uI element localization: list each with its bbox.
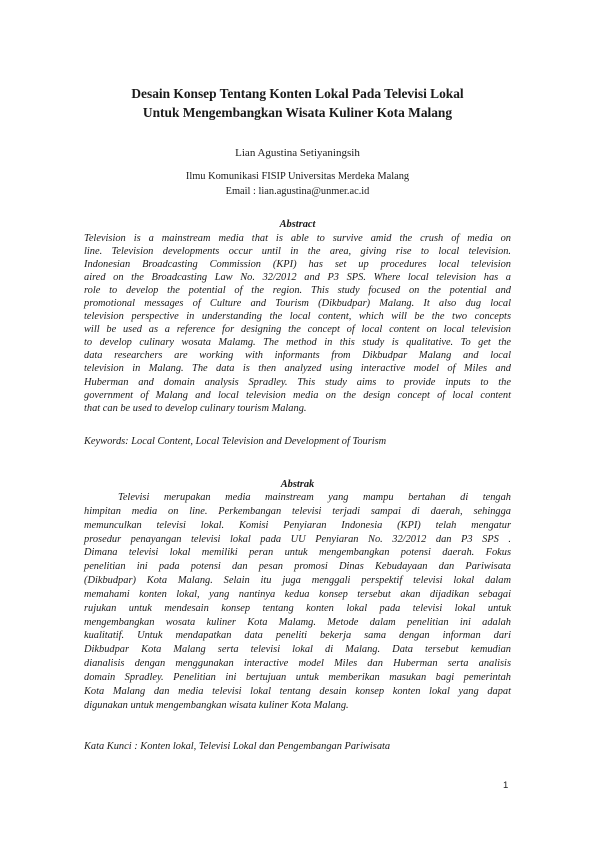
abstract-line: line. Television developments occur until in the area, giving rise to local television. [84, 246, 511, 258]
abstract-line: television in Malang. The data is then analyzed using interactive model of Miles and [84, 363, 511, 375]
abstrak-line: Dimana televisi lokal memiliki peran untuk mengembangkan potensi daerah. Fokus [84, 547, 511, 559]
author-affiliation-block [60, 170, 535, 199]
abstrak-line: prosedur penayangan televisi lokal pada UU Penyiaran No. 32/2012 dan P3 SPS . [84, 533, 511, 545]
abstract-line: Indonesian Broadcasting Commission (KPI) has set up procedures local television [84, 259, 511, 271]
author-email: Email : lian.agustina@unmer.ac.id [225, 185, 370, 197]
abstract-english [84, 232, 511, 415]
abstrak-heading: Abstrak [280, 479, 315, 490]
title-line-1: Desain Konsep Tentang Konten Lokal Pada Televisi Lokal [131, 86, 464, 101]
abstrak-line: domain Spradley. Penelitian ini bertujuan untuk memberikan masukan bagi pemerintah [84, 671, 511, 683]
abstrak-line: kualitatif. Untuk mendapatkan data peneliti bekerja sama dengan informan dari [84, 630, 511, 642]
abstract-line: government of Malang and local television media on the design concept of local content [84, 389, 511, 401]
abstrak-line: Kota Malang dan media televisi lokal tentang desain konsep konten lokal yang dapat [84, 685, 511, 697]
abstrak-line: digunakan untuk mengembangkan wisata kuliner Kota Malang. [84, 699, 349, 711]
abstrak-line: dianalisis dengan menggunakan interactive model Miles dan Huberman serta analisis [84, 658, 511, 670]
abstrak-line: Dikbudpar Kota Malang serta televisi lokal di Malang. Data tersebut kemudian [84, 644, 511, 656]
title-line-2: Untuk Mengembangkan Wisata Kuliner Kota Malang [142, 105, 453, 120]
keywords-english: Keywords: Local Content, Local Television and Development of Tourism [84, 436, 387, 447]
author-name: Lian Agustina Setiyaningsih [235, 147, 360, 159]
abstrak-line: memahami konten lokal, yang nantinya kedua konsep tersebut akan dijadikan sebagai [84, 588, 511, 600]
abstract-line: aired on the Broadcasting Law No. 32/2012 and P3 SPS. Where local television has a [84, 272, 511, 284]
abstract-indonesian [84, 491, 511, 713]
abstract-line: television perspective in understanding the local content, which will be the two concepts [84, 311, 511, 323]
abstrak-line: (Dikbudpar) Kota Malang. Selain itu juga menggali perspektif televisi lokal dalam [84, 575, 511, 587]
abstract-line: role to develop the potential of the region. This study focused on the potential and [84, 285, 511, 297]
abstrak-line: memunculkan televisi lokal. Komisi Penyiaran Indonesia (KPI) telah mengatur [84, 519, 511, 531]
abstract-line: will be used as a reference for designing the concept of local content on local television [84, 324, 511, 336]
abstract-line: to develop culinary wosata Malamg. The method in this study is qualitative. To get the [84, 337, 511, 349]
paper-title [60, 84, 535, 122]
abstract-heading: Abstract [279, 219, 316, 230]
page-number: 1 [503, 780, 509, 791]
abstract-line: data researchers are working with informants from Dikbudpar Malang and local [84, 350, 511, 362]
keywords-indonesian: Kata Kunci : Konten lokal, Televisi Lokal dan Pengembangan Pariwisata [84, 741, 391, 752]
abstrak-line: mengembangkan wosata kuliner Kota Malamg. Metode dalam penelitian ini adalah [84, 616, 511, 628]
abstrak-line: Televisi merupakan media mainstream yang mampu bertahan di tengah [118, 492, 511, 503]
abstrak-line: himpitan media on line. Perkembangan televisi terjadi sampai di daerah, sehingga [84, 505, 511, 517]
abstract-line: that can be used to develop culinary tourism Malang. [84, 402, 307, 414]
abstrak-line: rujukan untuk mendesain konsep tentang konten lokal pada televisi lokal untuk [84, 602, 511, 614]
abstract-line: Television is a mainstream media that is able to survive amid the crush of media on [84, 233, 511, 244]
abstract-line: promotional messages of Culture and Tourism (Dikbudpar) Malang. It also dug local [84, 298, 511, 310]
affiliation: Ilmu Komunikasi FISIP Universitas Merdeka Malang [185, 171, 410, 182]
abstrak-line: penelitian ini pada potensi dan pesan promosi Dinas Kebudayaan dan Pariwisata [84, 561, 511, 573]
abstract-line: Huberman and domain analysis Spradley. This study aims to provide inputs to the [84, 376, 511, 388]
